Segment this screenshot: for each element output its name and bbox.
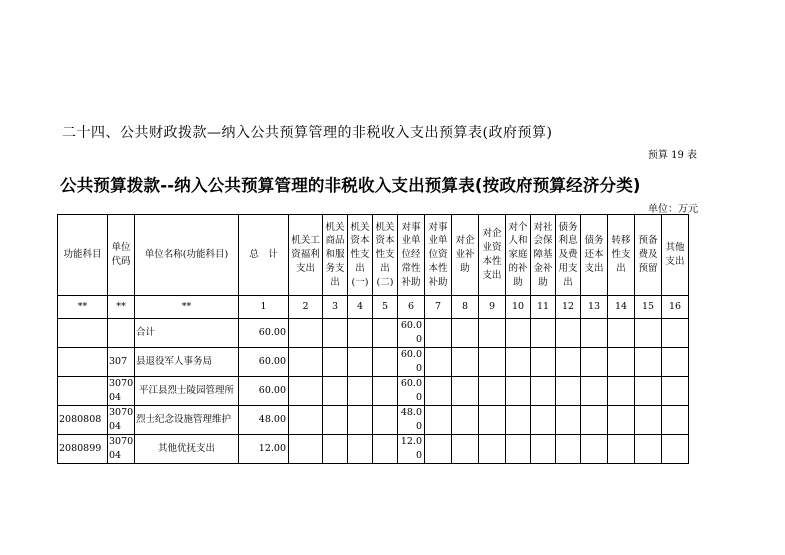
table-cell [479, 348, 506, 377]
table-cell: 60.00 [239, 319, 289, 348]
table-cell: 平江县烈士陵园管理所 [135, 377, 239, 406]
table-cell: 2080899 [58, 435, 108, 464]
table-cell [452, 406, 479, 435]
table-cell [348, 348, 373, 377]
index-cell: ** [135, 296, 239, 319]
index-cell: 14 [608, 296, 635, 319]
index-cell: 6 [398, 296, 425, 319]
table-cell: 其他优抚支出 [135, 435, 239, 464]
table-cell [289, 348, 323, 377]
table-cell [581, 319, 608, 348]
table-cell: 2080808 [58, 406, 108, 435]
index-cell: 1 [239, 296, 289, 319]
header-cell: 机关资本性支出(二) [373, 215, 398, 296]
table-cell [479, 406, 506, 435]
table-cell [608, 435, 635, 464]
table-cell [531, 435, 556, 464]
index-row [58, 296, 689, 319]
table-cell [662, 319, 689, 348]
table-cell [531, 406, 556, 435]
table-cell: 60.00 [398, 348, 425, 377]
index-cell: 2 [289, 296, 323, 319]
index-cell: 16 [662, 296, 689, 319]
table-cell [323, 435, 348, 464]
table-cell [323, 348, 348, 377]
table-cell: 48.00 [239, 406, 289, 435]
table-body [58, 215, 689, 464]
index-cell: 9 [479, 296, 506, 319]
header-cell: 转移性支出 [608, 215, 635, 296]
table-cell [662, 377, 689, 406]
table-cell [425, 348, 452, 377]
table-row [58, 319, 689, 348]
index-cell: 7 [425, 296, 452, 319]
table-cell [635, 319, 662, 348]
table-cell [452, 348, 479, 377]
table-row [58, 348, 689, 377]
table-cell [608, 348, 635, 377]
table-cell [506, 377, 531, 406]
table-cell: 烈士纪念设施管理维护 [135, 406, 239, 435]
table-cell: 60.00 [398, 319, 425, 348]
table-cell [506, 348, 531, 377]
header-cell: 对事业单位经常性补助 [398, 215, 425, 296]
table-cell [581, 348, 608, 377]
table-cell [662, 406, 689, 435]
table-cell [348, 406, 373, 435]
table-cell [58, 348, 108, 377]
table-cell [348, 377, 373, 406]
table-cell [635, 435, 662, 464]
table-row [58, 435, 689, 464]
table-row [58, 406, 689, 435]
table-cell [662, 435, 689, 464]
header-cell: 债务利息及费用支出 [556, 215, 581, 296]
table-cell [479, 435, 506, 464]
table-cell [662, 348, 689, 377]
table-cell [531, 348, 556, 377]
index-cell: 5 [373, 296, 398, 319]
header-cell: 总 计 [239, 215, 289, 296]
table-cell [348, 435, 373, 464]
table-cell [635, 377, 662, 406]
header-cell: 机关商品和服务支出 [323, 215, 348, 296]
table-cell [289, 406, 323, 435]
section-title: 二十四、公共财政拨款—纳入公共预算管理的非税收入支出预算表(政府预算) [62, 125, 553, 141]
table-cell [373, 435, 398, 464]
table-cell [289, 319, 323, 348]
header-cell: 功能科目 [58, 215, 108, 296]
table-cell [581, 435, 608, 464]
header-cell: 对企业补助 [452, 215, 479, 296]
index-cell: 13 [581, 296, 608, 319]
table-cell [506, 435, 531, 464]
table-cell [556, 319, 581, 348]
index-cell: ** [58, 296, 108, 319]
table-cell [452, 435, 479, 464]
header-cell: 对企业资本性支出 [479, 215, 506, 296]
table-cell [608, 319, 635, 348]
header-row [58, 215, 689, 296]
index-cell: 15 [635, 296, 662, 319]
table-cell [373, 348, 398, 377]
table-cell [635, 348, 662, 377]
table-cell [425, 406, 452, 435]
table-cell: 307004 [108, 377, 135, 406]
table-cell [323, 319, 348, 348]
table-cell [608, 406, 635, 435]
table-cell [479, 377, 506, 406]
header-cell: 其他支出 [662, 215, 689, 296]
table-cell [452, 377, 479, 406]
table-cell [373, 319, 398, 348]
table-cell [506, 406, 531, 435]
index-cell: 10 [506, 296, 531, 319]
header-cell: 对社会保障基金补助 [531, 215, 556, 296]
table-cell [635, 406, 662, 435]
header-cell: 预备费及预留 [635, 215, 662, 296]
index-cell: 4 [348, 296, 373, 319]
table-cell: 48.00 [398, 406, 425, 435]
table-cell [425, 377, 452, 406]
table-cell [348, 319, 373, 348]
main-title: 公共预算拨款--纳入公共预算管理的非税收入支出预算表(按政府预算经济分类) [60, 176, 641, 195]
header-cell: 对个人和家庭的补助 [506, 215, 531, 296]
table-cell [531, 319, 556, 348]
table-cell [373, 406, 398, 435]
unit-label: 单位：万元 [648, 204, 698, 215]
table-cell [452, 319, 479, 348]
table-cell: 12.00 [398, 435, 425, 464]
header-cell: 单位名称(功能科目) [135, 215, 239, 296]
table-cell: 307 [108, 348, 135, 377]
table-cell: 60.00 [398, 377, 425, 406]
table-cell [608, 377, 635, 406]
table-cell: 307004 [108, 435, 135, 464]
table-cell [58, 377, 108, 406]
table-cell [479, 319, 506, 348]
table-cell: 307004 [108, 406, 135, 435]
table-cell [531, 377, 556, 406]
table-row [58, 377, 689, 406]
table-cell [425, 319, 452, 348]
header-cell: 对事业单位资本性补助 [425, 215, 452, 296]
table-cell [556, 435, 581, 464]
table-cell [506, 319, 531, 348]
table-cell [556, 406, 581, 435]
index-cell: 3 [323, 296, 348, 319]
index-cell: ** [108, 296, 135, 319]
table-cell [373, 377, 398, 406]
table-cell: 60.00 [239, 348, 289, 377]
budget-table [57, 214, 689, 464]
table-cell: 60.00 [239, 377, 289, 406]
index-cell: 8 [452, 296, 479, 319]
table-number: 预算 19 表 [647, 150, 697, 161]
index-cell: 11 [531, 296, 556, 319]
table-cell [556, 377, 581, 406]
table-cell [323, 406, 348, 435]
table-cell [58, 319, 108, 348]
table-cell [581, 377, 608, 406]
table-cell [556, 348, 581, 377]
table-cell [581, 406, 608, 435]
header-cell: 机关工资福利支出 [289, 215, 323, 296]
table-cell: 合计 [135, 319, 239, 348]
table-cell: 县退役军人事务局 [135, 348, 239, 377]
header-cell: 单位代码 [108, 215, 135, 296]
table-cell [289, 377, 323, 406]
index-cell: 12 [556, 296, 581, 319]
header-cell: 机关资本性支出(一) [348, 215, 373, 296]
table-cell [425, 435, 452, 464]
table-cell [108, 319, 135, 348]
table-cell [323, 377, 348, 406]
table-cell: 12.00 [239, 435, 289, 464]
header-cell: 债务还本支出 [581, 215, 608, 296]
table-cell [289, 435, 323, 464]
